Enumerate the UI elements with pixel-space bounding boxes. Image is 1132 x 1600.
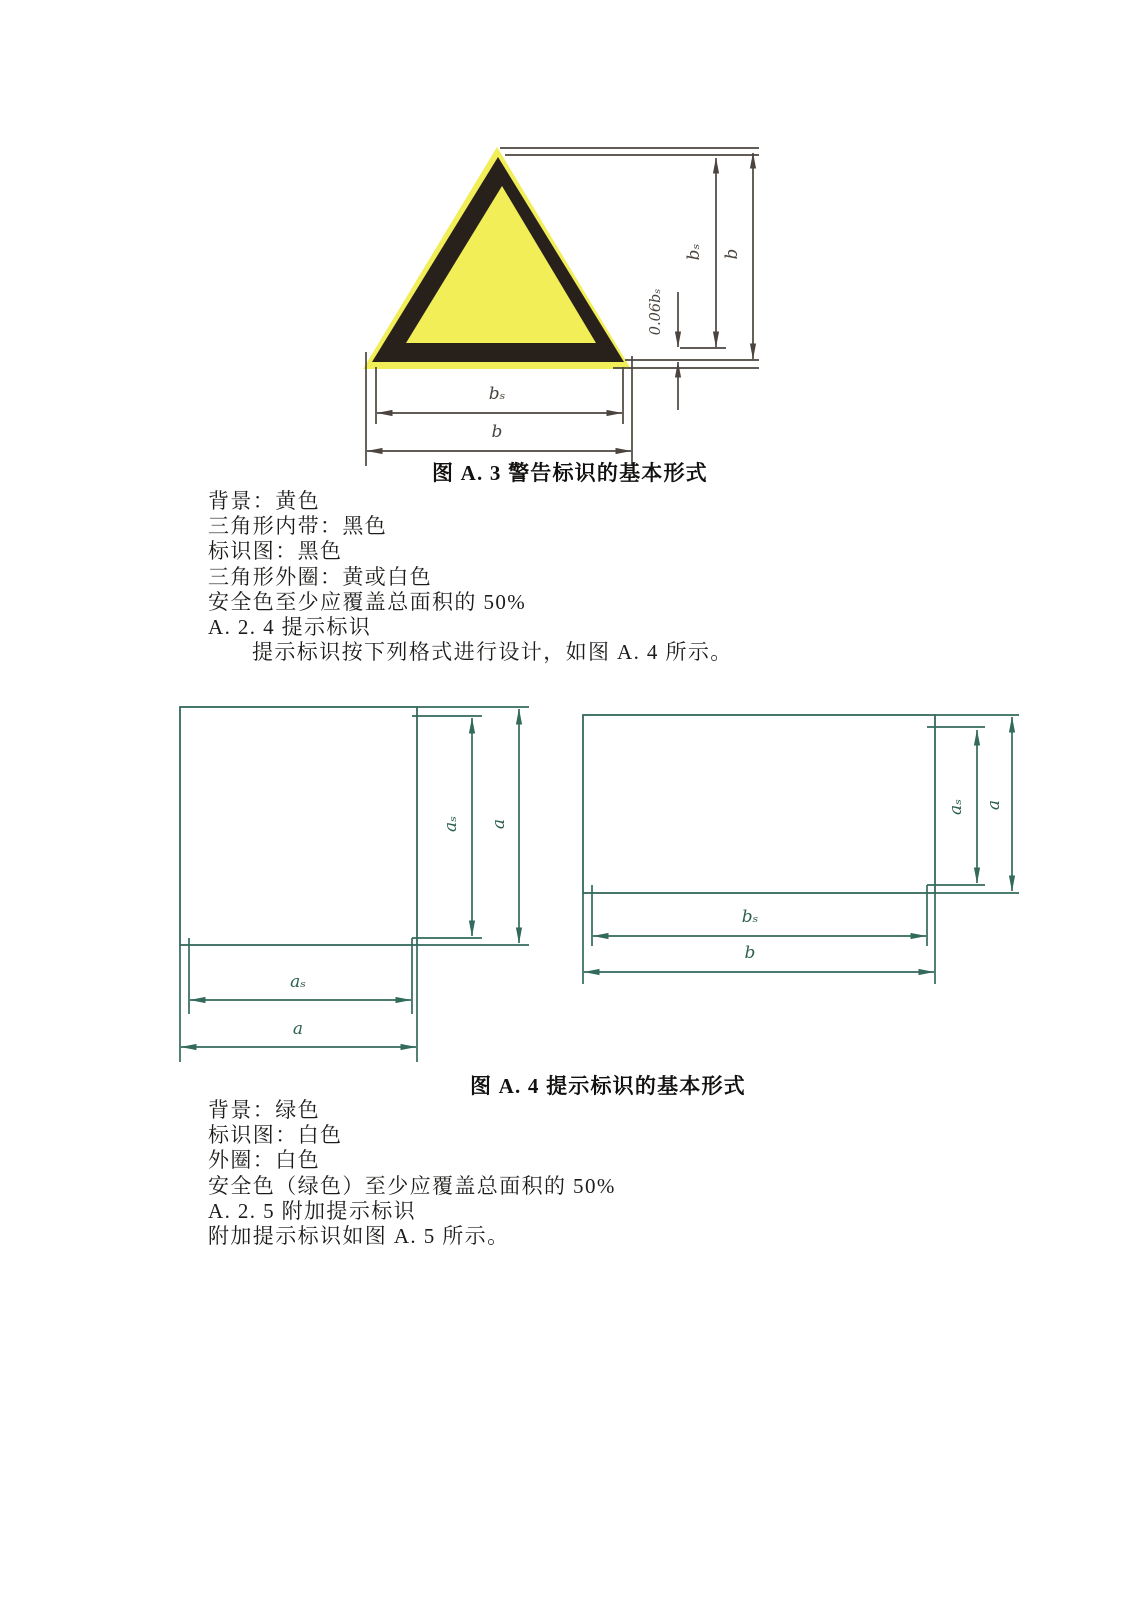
note-line-symbol-color: 标识图：黑色: [208, 539, 343, 564]
dim-label-b-horizontal: b: [744, 943, 756, 963]
dim-label-as-vertical: aₛ: [441, 816, 461, 832]
note-line-symbol-color: 标识图：白色: [208, 1123, 343, 1148]
note-line-coverage: 安全色（绿色）至少应覆盖总面积的 50%: [208, 1173, 616, 1198]
note-line-inner-band-color: 三角形内带：黑色: [208, 514, 388, 539]
figure-a4-left-dimension-labels: [290, 816, 509, 1039]
figure-a4-rect-sign-diagram: [583, 715, 1019, 984]
paragraph-a25: 附加提示标识如图 A. 5 所示。: [208, 1223, 510, 1248]
dim-label-b-vertical: b: [722, 248, 742, 260]
figure-a4-caption: 图 A. 4 提示标识的基本形式: [470, 1074, 746, 1098]
figure-a4-right-dimension-lines: [583, 715, 1019, 984]
note-line-background-color: 背景：绿色: [208, 1098, 320, 1122]
figure-a3-notes: [208, 489, 733, 665]
note-line-background-color: 背景：黄色: [208, 489, 320, 513]
dim-label-bs-vertical: bₛ: [684, 243, 704, 261]
dim-label-a-horizontal: a: [292, 1019, 304, 1039]
note-line-outer-ring-color: 外圈：白色: [208, 1148, 320, 1173]
dim-label-bs-horizontal: bₛ: [741, 907, 759, 927]
note-line-outer-ring-color: 三角形外圈：黄或白色: [208, 564, 432, 589]
figure-a3-warning-sign-diagram: [363, 147, 759, 466]
figure-a4-left-dimension-lines: [180, 707, 529, 1062]
square-outer-frame: [180, 707, 417, 945]
dim-label-b-horizontal: b: [491, 422, 503, 442]
dim-label-offset: 0.06bₛ: [648, 288, 664, 336]
rect-green-fill: [592, 727, 927, 885]
section-heading-a25: A. 2. 5 附加提示标识: [208, 1198, 417, 1223]
figure-a4-notes: [208, 1098, 616, 1249]
paragraph-a24: 提示标识按下列格式进行设计，如图 A. 4 所示。: [252, 640, 733, 665]
rect-outer-frame: [583, 715, 935, 893]
dim-label-a-vertical: a: [489, 818, 509, 830]
dim-label-as-vertical: aₛ: [946, 799, 966, 815]
dim-label-bs-horizontal: bₛ: [488, 384, 506, 404]
section-heading-a24: A. 2. 4 提示标识: [208, 614, 372, 639]
dim-label-a-vertical: a: [984, 799, 1004, 811]
note-line-coverage: 安全色至少应覆盖总面积的 50%: [208, 589, 527, 614]
figure-a4-right-dimension-labels: [742, 799, 1004, 963]
figure-a3-caption: 图 A. 3 警告标识的基本形式: [432, 461, 708, 485]
figure-a4-square-sign-diagram: [180, 707, 529, 1062]
square-green-fill: [189, 716, 412, 938]
dim-label-as-horizontal: aₛ: [290, 972, 306, 992]
